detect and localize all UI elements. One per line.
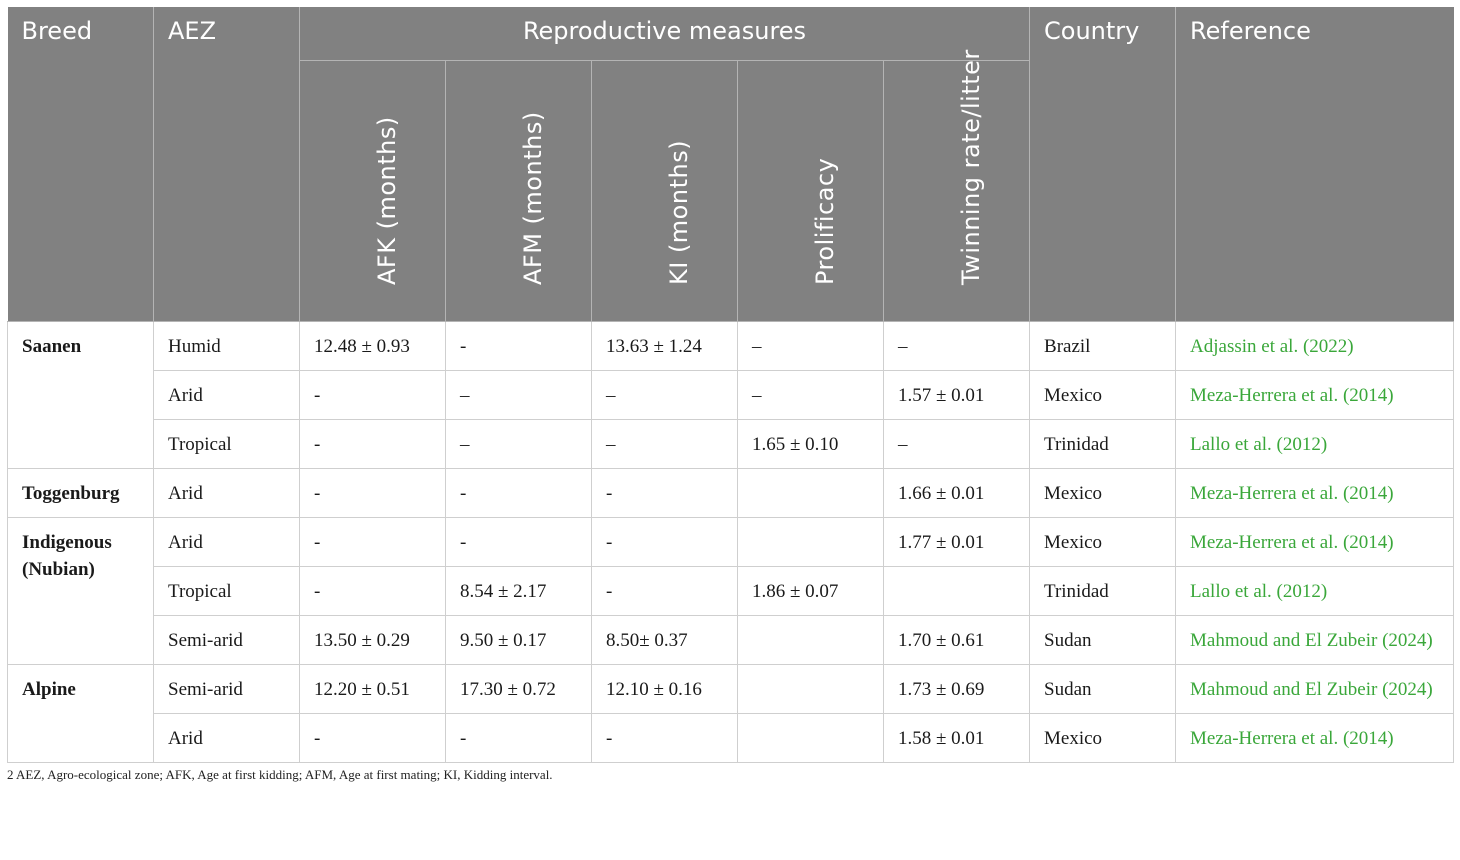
twinning-cell: – — [884, 420, 1030, 469]
header-afm-label: AFM (months) — [518, 111, 547, 285]
prolificacy-cell — [738, 518, 884, 567]
twinning-cell: 1.57 ± 0.01 — [884, 371, 1030, 420]
breed-cell-saanen: Saanen — [8, 322, 154, 469]
table-container — [7, 7, 1453, 783]
table-header — [8, 7, 1454, 322]
afk-cell: 12.48 ± 0.93 — [300, 322, 446, 371]
aez-cell: Tropical — [154, 567, 300, 616]
prolificacy-cell — [738, 616, 884, 665]
country-cell: Brazil — [1030, 322, 1176, 371]
ki-cell: - — [592, 567, 738, 616]
aez-cell: Semi-arid — [154, 665, 300, 714]
country-cell: Trinidad — [1030, 567, 1176, 616]
header-ki-label: KI (months) — [664, 139, 693, 285]
reference-link[interactable]: Meza-Herrera et al. (2014) — [1176, 714, 1454, 763]
breed-cell-indigenous: Indigenous (Nubian) — [8, 518, 154, 665]
reference-link[interactable]: Meza-Herrera et al. (2014) — [1176, 518, 1454, 567]
twinning-cell: 1.58 ± 0.01 — [884, 714, 1030, 763]
table-row — [8, 518, 1454, 567]
header-afk-label: AFK (months) — [372, 116, 401, 285]
header-breed: Breed — [8, 7, 154, 322]
twinning-cell — [884, 567, 1030, 616]
header-reproductive-measures: Reproductive measures — [300, 7, 1030, 61]
aez-cell: Tropical — [154, 420, 300, 469]
aez-cell: Humid — [154, 322, 300, 371]
afm-cell: – — [446, 371, 592, 420]
country-cell: Mexico — [1030, 371, 1176, 420]
table-row — [8, 371, 1454, 420]
header-twinning — [884, 49, 1030, 322]
header-country: Country — [1030, 7, 1176, 322]
afk-cell: - — [300, 567, 446, 616]
afm-cell: 17.30 ± 0.72 — [446, 665, 592, 714]
afk-cell: - — [300, 371, 446, 420]
prolificacy-cell: – — [738, 371, 884, 420]
reference-link[interactable]: Mahmoud and El Zubeir (2024) — [1176, 616, 1454, 665]
twinning-cell: 1.66 ± 0.01 — [884, 469, 1030, 518]
table-row — [8, 469, 1454, 518]
aez-cell: Arid — [154, 518, 300, 567]
aez-cell: Semi-arid — [154, 616, 300, 665]
reference-link[interactable]: Meza-Herrera et al. (2014) — [1176, 371, 1454, 420]
ki-cell: - — [592, 518, 738, 567]
country-cell: Trinidad — [1030, 420, 1176, 469]
reference-link[interactable]: Lallo et al. (2012) — [1176, 420, 1454, 469]
afm-cell: – — [446, 420, 592, 469]
table-row — [8, 665, 1454, 714]
afk-cell: - — [300, 420, 446, 469]
country-cell: Mexico — [1030, 518, 1176, 567]
afm-cell: 8.54 ± 2.17 — [446, 567, 592, 616]
reproductive-measures-table — [7, 7, 1454, 763]
twinning-cell: – — [884, 322, 1030, 371]
table-row — [8, 567, 1454, 616]
reference-link[interactable]: Adjassin et al. (2022) — [1176, 322, 1454, 371]
ki-cell: – — [592, 420, 738, 469]
ki-cell: – — [592, 371, 738, 420]
breed-cell-alpine: Alpine — [8, 665, 154, 763]
ki-cell: 8.50± 0.37 — [592, 616, 738, 665]
table-row — [8, 714, 1454, 763]
twinning-cell: 1.70 ± 0.61 — [884, 616, 1030, 665]
ki-cell: - — [592, 714, 738, 763]
aez-cell: Arid — [154, 714, 300, 763]
afm-cell: - — [446, 469, 592, 518]
afm-cell: - — [446, 518, 592, 567]
reference-link[interactable]: Lallo et al. (2012) — [1176, 567, 1454, 616]
aez-cell: Arid — [154, 469, 300, 518]
afm-cell: - — [446, 322, 592, 371]
afk-cell: - — [300, 518, 446, 567]
ki-cell: 13.63 ± 1.24 — [592, 322, 738, 371]
afk-cell: - — [300, 469, 446, 518]
country-cell: Mexico — [1030, 714, 1176, 763]
country-cell: Sudan — [1030, 616, 1176, 665]
prolificacy-cell: 1.86 ± 0.07 — [738, 567, 884, 616]
table-row — [8, 616, 1454, 665]
afm-cell: 9.50 ± 0.17 — [446, 616, 592, 665]
table-footnote: 2 AEZ, Agro-ecological zone; AFK, Age at first kidding; AFM, Age at first mating; KI, Kidding interval. — [7, 767, 553, 782]
afm-cell: - — [446, 714, 592, 763]
table-row — [8, 322, 1454, 371]
table-body — [8, 322, 1454, 763]
reference-link[interactable]: Meza-Herrera et al. (2014) — [1176, 469, 1454, 518]
aez-cell: Arid — [154, 371, 300, 420]
prolificacy-cell — [738, 665, 884, 714]
breed-cell-toggenburg: Toggenburg — [8, 469, 154, 518]
table-row — [8, 420, 1454, 469]
twinning-cell: 1.77 ± 0.01 — [884, 518, 1030, 567]
header-prolificacy-label: Prolificacy — [810, 157, 839, 285]
prolificacy-cell — [738, 469, 884, 518]
prolificacy-cell: – — [738, 322, 884, 371]
country-cell: Mexico — [1030, 469, 1176, 518]
afk-cell: 12.20 ± 0.51 — [300, 665, 446, 714]
afk-cell: - — [300, 714, 446, 763]
country-cell: Sudan — [1030, 665, 1176, 714]
prolificacy-cell — [738, 714, 884, 763]
header-afk — [300, 61, 446, 322]
twinning-cell: 1.73 ± 0.69 — [884, 665, 1030, 714]
header-ki — [592, 61, 738, 322]
header-prolificacy — [738, 61, 884, 322]
prolificacy-cell: 1.65 ± 0.10 — [738, 420, 884, 469]
header-reference: Reference — [1176, 7, 1454, 322]
header-afm — [446, 61, 592, 322]
reference-link[interactable]: Mahmoud and El Zubeir (2024) — [1176, 665, 1454, 714]
afk-cell: 13.50 ± 0.29 — [300, 616, 446, 665]
ki-cell: - — [592, 469, 738, 518]
header-aez: AEZ — [154, 7, 300, 322]
header-twinning-label: Twinning rate/litter — [956, 49, 985, 285]
ki-cell: 12.10 ± 0.16 — [592, 665, 738, 714]
